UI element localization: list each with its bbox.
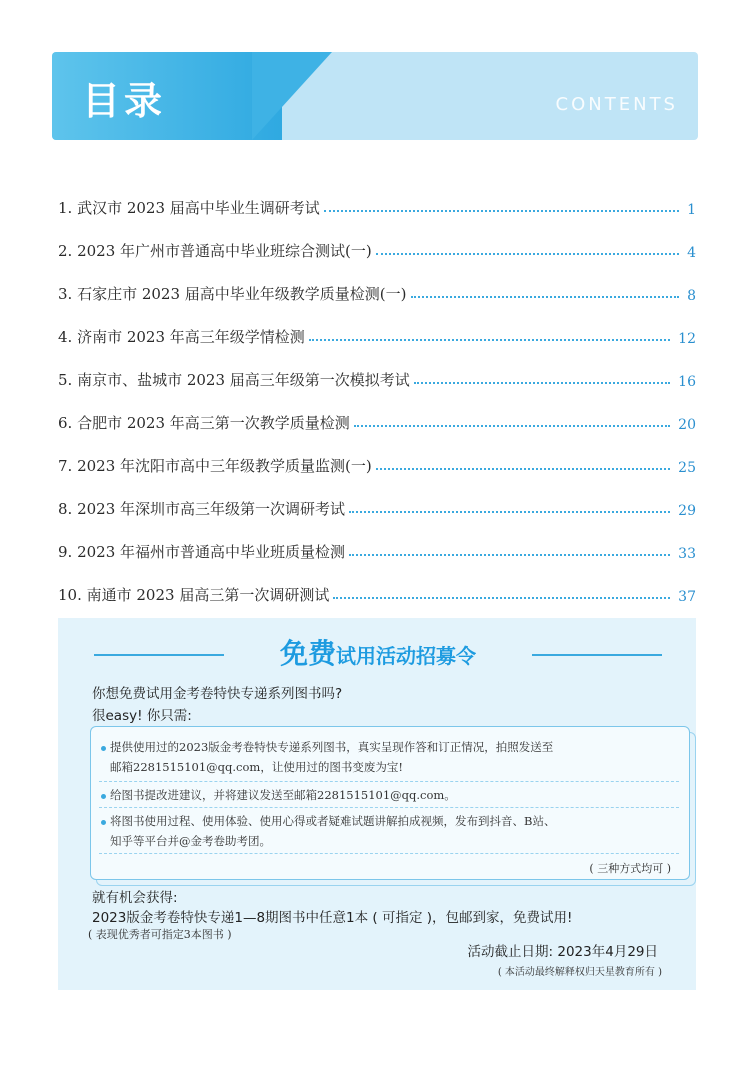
promo-box: [58, 618, 696, 990]
toc-title: 9. 2023 年福州市普通高中毕业班质量检测: [58, 543, 346, 561]
toc-title: 6. 合肥市 2023 年高三第一次教学质量检测: [58, 414, 350, 432]
toc-row-2[interactable]: [58, 235, 696, 261]
instructions-box: [90, 726, 690, 880]
page-title: 目录: [82, 79, 167, 123]
toc-leader: [411, 296, 680, 298]
toc-row-8[interactable]: [58, 493, 696, 519]
banner-wedge: [252, 52, 332, 140]
instruction-item-3-cont: 知乎等平台并@金考卷助考团。: [110, 834, 271, 848]
divider: [99, 781, 679, 782]
bullet-icon: [101, 746, 106, 751]
toc-row-10[interactable]: [58, 579, 696, 605]
toc-leader: [376, 468, 670, 470]
promo-rule-left: [94, 654, 224, 656]
toc-title: 2. 2023 年广州市普通高中毕业班综合测试(一): [58, 242, 372, 260]
promo-header: [58, 632, 696, 672]
toc-leader: [324, 210, 679, 212]
toc-page: 1: [687, 202, 696, 218]
instruction-1-line1: 提供使用过的2023版金考卷特快专递系列图书，真实呈现作答和订正情况，拍照发送至: [110, 740, 554, 754]
excellent-note: ( 表现优秀者可指定3本图书 ): [88, 928, 232, 941]
page-subtitle: CONTENTS: [555, 94, 678, 115]
toc-leader: [333, 597, 670, 599]
toc-page: 8: [687, 288, 696, 304]
toc-row-1[interactable]: [58, 192, 696, 218]
toc-title: 4. 济南市 2023 年高三年级学情检测: [58, 328, 305, 346]
deadline: 活动截止日期: 2023年4月29日: [467, 944, 658, 960]
instruction-item-1: [101, 739, 553, 755]
toc-leader: [349, 554, 670, 556]
toc-page: 29: [678, 503, 696, 519]
toc-row-4[interactable]: [58, 321, 696, 347]
toc-row-3[interactable]: [58, 278, 696, 304]
promo-question: 你想免费试用金考卷特快专递系列图书吗?: [92, 686, 343, 702]
toc-row-5[interactable]: [58, 364, 696, 390]
bullet-icon: [101, 794, 106, 799]
toc-page: 20: [678, 417, 696, 433]
instruction-item-3: [101, 813, 555, 829]
instruction-item-1-cont: 邮箱2281515101@qq.com，让使用过的图书变废为宝!: [110, 760, 403, 774]
instruction-item-2: [101, 787, 456, 803]
toc-row-9[interactable]: [58, 536, 696, 562]
either-note: ( 三种方式均可 ): [589, 862, 671, 875]
toc-title: 3. 石家庄市 2023 届高中毕业年级教学质量检测(一): [58, 285, 407, 303]
toc-leader: [349, 511, 670, 513]
toc-leader: [376, 253, 679, 255]
toc-page: 16: [678, 374, 696, 390]
promo-easy: 很easy! 你只需:: [92, 708, 192, 724]
toc-title: 7. 2023 年沈阳市高中三年级教学质量监测(一): [58, 457, 372, 475]
bullet-icon: [101, 820, 106, 825]
toc-row-6[interactable]: [58, 407, 696, 433]
toc-title: 1. 武汉市 2023 届高中毕业生调研考试: [58, 199, 320, 217]
promo-rule-right: [532, 654, 662, 656]
rights-note: ( 本活动最终解释权归天星教育所有 ): [497, 967, 662, 978]
toc-row-7[interactable]: [58, 450, 696, 476]
toc-leader: [309, 339, 670, 341]
gain-label: 就有机会获得:: [92, 890, 178, 906]
toc-page: 25: [678, 460, 696, 476]
divider: [99, 853, 679, 854]
toc-page: 37: [678, 589, 696, 605]
toc-page: 33: [678, 546, 696, 562]
promo-title-big: 免费: [279, 637, 336, 670]
toc-page: 12: [678, 331, 696, 347]
promo-title-small: 试用活动招募令: [336, 644, 476, 668]
header-banner: [52, 52, 698, 140]
promo-title: [228, 632, 528, 672]
toc-title: 5. 南京市、盐城市 2023 届高三年级第一次模拟考试: [58, 371, 410, 389]
divider: [99, 807, 679, 808]
toc-leader: [414, 382, 670, 384]
toc-title: 10. 南通市 2023 届高三第一次调研测试: [58, 586, 330, 604]
instruction-2-text: 给图书提改进建议，并将建议发送至邮箱2281515101@qq.com。: [110, 788, 456, 802]
toc-page: 4: [687, 245, 696, 261]
gain-detail: 2023版金考卷特快专递1—8期图书中任意1本 ( 可指定 )，包邮到家，免费试用!: [92, 910, 573, 926]
instruction-3-line1: 将图书使用过程、使用体验、使用心得或者疑难试题讲解拍成视频，发布到抖音、B站、: [110, 814, 556, 828]
toc-title: 8. 2023 年深圳市高三年级第一次调研考试: [58, 500, 346, 518]
toc-leader: [354, 425, 670, 427]
